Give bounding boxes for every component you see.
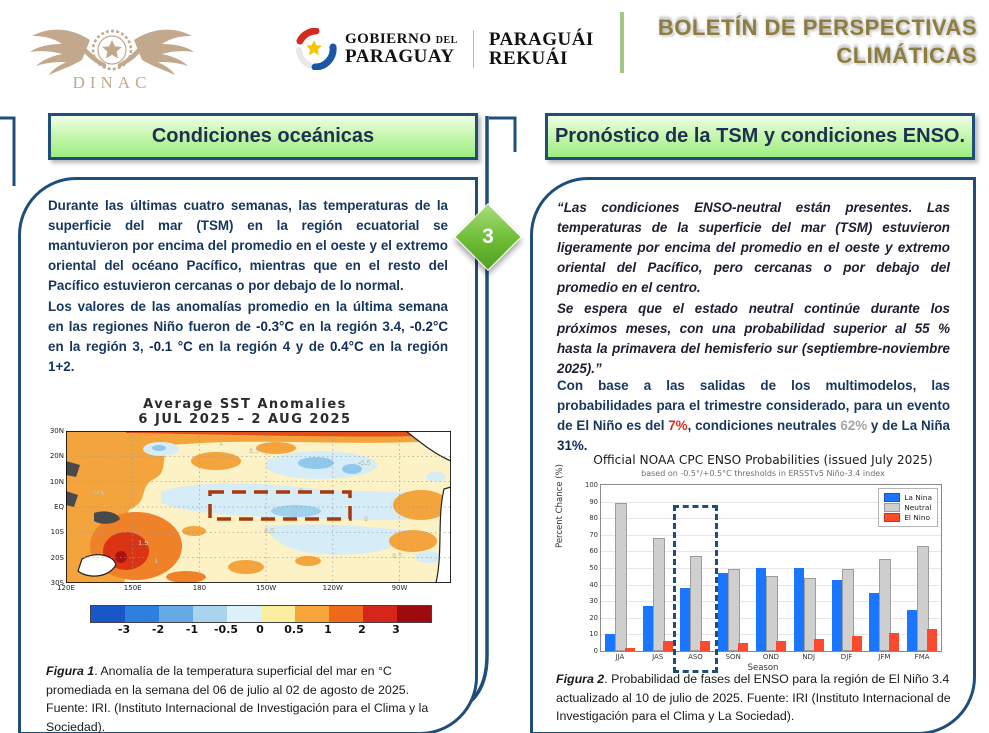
gov-text-es [345, 32, 458, 67]
map-lon-tick-label: 120E [57, 584, 75, 592]
x-tick-label: ASO [688, 653, 703, 661]
text-run: Los valores de las anomalías promedio en la última semana en las regiones Niño fueron de [48, 298, 448, 334]
figure-2-caption [556, 670, 954, 726]
emphasized-value: Figura 2 [556, 672, 605, 686]
colorbar-tick-label: -2 [151, 623, 165, 636]
y-tick-label: 30 [589, 597, 598, 606]
map-lat-tick-label: 10N [49, 477, 64, 486]
emphasized-value: 0.4°C [329, 338, 364, 354]
x-tick-label: JAS [652, 653, 664, 661]
colorbar-segment [125, 606, 159, 622]
bar-la-nina-jja [605, 634, 615, 651]
colorbar-segment [261, 606, 295, 622]
bar-el-nino-jfm [889, 633, 899, 651]
dinac-wings-icon [22, 2, 202, 98]
bar-el-nino-ndj [814, 639, 824, 651]
y-tick-label: 20 [589, 613, 598, 622]
probabilities-paragraph [557, 376, 950, 456]
y-tick-label: 80 [589, 514, 598, 523]
emphasized-value: -0.3°C [255, 318, 295, 334]
map-lat-tick-label: EQ [54, 503, 64, 511]
dinac-logo [22, 2, 202, 98]
colorbar-segment [227, 606, 261, 622]
x-tick-label: JJA [615, 653, 625, 661]
legend-swatch [884, 503, 900, 512]
text-run: . Probabilidad de fases del ENSO para la región de El Niño 3.4 actualizado al 10 de julio de 2025. Fuente: IRI (Instituto Internacional de Investigación para el Clima y La Sociedad). [556, 672, 951, 724]
gobierno-paraguay-logo [295, 20, 594, 78]
x-tick-label: JFM [878, 653, 891, 661]
colorbar-segment [329, 606, 363, 622]
section-header-oceanic-label: Condiciones oceánicas [151, 125, 375, 147]
paraguay-flag-icon [295, 28, 337, 70]
gov-line3: PARAGUÁI [488, 28, 594, 50]
legend-label: Neutral [904, 503, 932, 512]
emphasized-value: 62% [840, 418, 868, 434]
x-tick-label: DJF [840, 653, 853, 661]
x-tick-label: NDJ [802, 653, 816, 661]
dinac-label: DINAC [72, 73, 152, 92]
legend-item [884, 513, 932, 522]
gov-text-gn [489, 30, 594, 69]
bar-la-nina-jfm [869, 593, 879, 651]
y-tick-label: 70 [589, 530, 598, 539]
sst-map-art [66, 431, 451, 583]
bar-la-nina-jas [643, 606, 653, 651]
colorbar-tick-label: -0.5 [213, 623, 239, 636]
emphasized-value: -0.1 °C [149, 338, 193, 354]
figure-2-enso-chart [556, 453, 970, 671]
map-lat-tick-label: 30S [50, 579, 64, 587]
colorbar-tick-label: 1 [324, 623, 332, 636]
map-lat-tick-label: 10S [50, 528, 64, 537]
gov-logo-divider [473, 30, 474, 68]
text-run: . Anomalía de la temperatura superficial del mar en °C promediada en la semana del 06 de julio al 02 de agosto de 2025. Fuente: IRI. (Instituto Internacional de Investigación para el Clima y la Sociedad). [46, 664, 429, 733]
x-tick-label: SON [725, 653, 741, 661]
page-number: 3 [482, 225, 494, 248]
figure-1-sst-map [30, 397, 460, 659]
y-tick-label: 100 [585, 481, 598, 489]
text-run: en la región 1+2. [48, 338, 449, 374]
map-lat-tick-label: 20S [50, 553, 64, 562]
text-run: en la región 3.4, [294, 318, 410, 334]
y-tick-label: 90 [589, 497, 598, 506]
gov-line2: PARAGUAY [345, 45, 455, 67]
svg-text:1.5: 1.5 [138, 539, 149, 547]
svg-text:0: 0 [299, 487, 304, 495]
svg-text:0.5: 0.5 [392, 552, 403, 560]
bar-la-nina-ndj [794, 568, 804, 651]
chart-title: Official NOAA CPC ENSO Probabilities (issued July 2025) [593, 453, 933, 467]
bar-la-nina-son [718, 573, 728, 651]
oceanic-paragraph-1: Durante las últimas cuatro semanas, las temperaturas de la superficie del mar (TSM) en la región ecuatorial se mantuvieron por encima del promedio en el oeste y el extremo oriental del océano Pacífico, mientras que en el resto del Pacífico estuvieron cercanas o por debajo de lo normal. [48, 198, 448, 294]
colorbar-segment [193, 606, 227, 622]
colorbar-segment [159, 606, 193, 622]
map-subtitle: 6 JUL 2025 – 2 AUG 2025 [138, 412, 352, 427]
bar-el-nino-son [738, 643, 748, 651]
bar-el-nino-jja [625, 648, 635, 651]
gov-line1-small: DEL [435, 34, 458, 46]
y-tick-label: 10 [589, 630, 598, 639]
colorbar-tick-label: -1 [185, 623, 199, 636]
bar-el-nino-jas [663, 641, 673, 651]
colorbar-segment [363, 606, 397, 622]
chart-subtitle: based on -0.5°/+0.5°C thresholds in ERSSTv5 Niño-3.4 index [641, 469, 885, 478]
chart-legend [878, 488, 938, 527]
enso-forecast-quote [557, 198, 950, 379]
map-lon-tick-label: 120W [322, 584, 343, 592]
text-run: y de La Niña [867, 418, 950, 434]
svg-text:0.5: 0.5 [264, 527, 275, 535]
emphasized-value: 31%. [557, 438, 588, 454]
colorbar-tick-label: 2 [358, 623, 366, 636]
svg-text:0: 0 [364, 515, 369, 523]
oceanic-conditions-text [48, 196, 448, 377]
emphasized-value: -0.2°C [409, 318, 448, 334]
map-lon-tick-label: 150W [255, 584, 277, 592]
legend-item [884, 493, 932, 502]
svg-text:-0.5: -0.5 [358, 459, 371, 467]
section-header-forecast [545, 113, 975, 160]
legend-label: La Nina [904, 493, 932, 502]
page-title-line1: BOLETÍN DE PERSPECTIVAS [657, 15, 977, 40]
aso-highlight-box [673, 505, 719, 673]
page-title-line2: CLIMÁTICAS [836, 42, 977, 68]
map-lon-tick-label: 150E [123, 584, 142, 592]
text-run: Con base a las salidas de los multimodelos, las probabilidades para el trimestre considerado, para un evento de El Niño es del [557, 378, 950, 434]
text-run: en la región 4 y de [192, 338, 330, 354]
emphasized-value: Figura 1 [46, 664, 95, 678]
y-tick-label: 60 [589, 547, 598, 556]
svg-text:1: 1 [154, 557, 159, 565]
bar-el-nino-djf [852, 636, 862, 651]
map-lon-tick-label: 180 [192, 584, 207, 592]
quote-paragraph-2: Se espera que el estado neutral continúe durante los próximos meses, con una probabilidad superior al 55 % hasta la primavera del hemisferio sur (septiembre-noviembre 2025).” [557, 300, 950, 376]
x-tick-label: OND [762, 653, 780, 661]
map-lat-tick-label: 30N [49, 427, 64, 435]
sst-colorbar [90, 605, 432, 623]
colorbar-tick-label: 0 [256, 623, 264, 636]
oceanic-paragraph-2 [48, 297, 448, 377]
y-tick-label: 40 [589, 580, 598, 589]
colorbar-tick-label: -3 [117, 623, 131, 636]
legend-label: El Nino [904, 513, 931, 522]
colorbar-tick-label: 3 [392, 623, 400, 636]
legend-item [884, 503, 932, 512]
text-run: , condiciones neutrales [687, 418, 841, 434]
bar-neutral-jja [615, 503, 627, 651]
bar-el-nino-fma [927, 629, 937, 651]
svg-text:1: 1 [219, 439, 224, 447]
gridline [601, 535, 941, 536]
colorbar-segment [295, 606, 329, 622]
map-title: Average SST Anomalies [143, 397, 347, 412]
sst-map [49, 427, 451, 592]
bar-la-nina-djf [832, 580, 842, 651]
chart-y-axis-label: Percent Chance (%) [555, 464, 565, 548]
svg-text:0.5: 0.5 [249, 447, 260, 455]
x-tick-label: FMA [914, 653, 930, 661]
bar-el-nino-ond [776, 641, 786, 651]
emphasized-value: 7% [668, 418, 688, 434]
legend-swatch [884, 493, 900, 502]
quote-paragraph-1: “Las condiciones ENSO-neutral están presentes. Las temperaturas de la superficie del mar (TSM) estuvieron ligeramente por encima del promedio en el oeste y extremo oriental del Pacífico, pero cercanas o por debajo del promedio en el centro. [557, 200, 950, 296]
section-header-forecast-label: Pronóstico de la TSM y condiciones ENSO. [554, 125, 966, 147]
bar-la-nina-ond [756, 568, 766, 651]
chart-x-axis-label: Season [747, 663, 779, 673]
map-lat-tick-label: 20N [49, 452, 64, 461]
colorbar-segment [91, 606, 125, 622]
bar-neutral-son [728, 569, 740, 651]
y-tick-label: 0 [593, 647, 598, 655]
page-title [617, 14, 977, 69]
text-run: en la región 3, [48, 338, 150, 354]
bar-neutral-jas [653, 538, 665, 651]
bar-la-nina-fma [907, 610, 917, 652]
figure-1-caption [46, 662, 448, 733]
y-tick-label: 50 [589, 564, 598, 572]
gov-line4: REKUÁI [488, 48, 568, 69]
map-lon-tick-label: 90W [391, 584, 408, 592]
bar-neutral-ond [766, 576, 778, 651]
svg-text:0.5: 0.5 [94, 489, 105, 497]
enso-plot-area [585, 481, 942, 661]
section-header-oceanic [48, 113, 478, 160]
gov-line1: GOBIERNO [345, 30, 432, 47]
colorbar-segment [397, 606, 431, 622]
colorbar-tick-label: 0.5 [284, 623, 304, 636]
legend-swatch [884, 513, 900, 522]
